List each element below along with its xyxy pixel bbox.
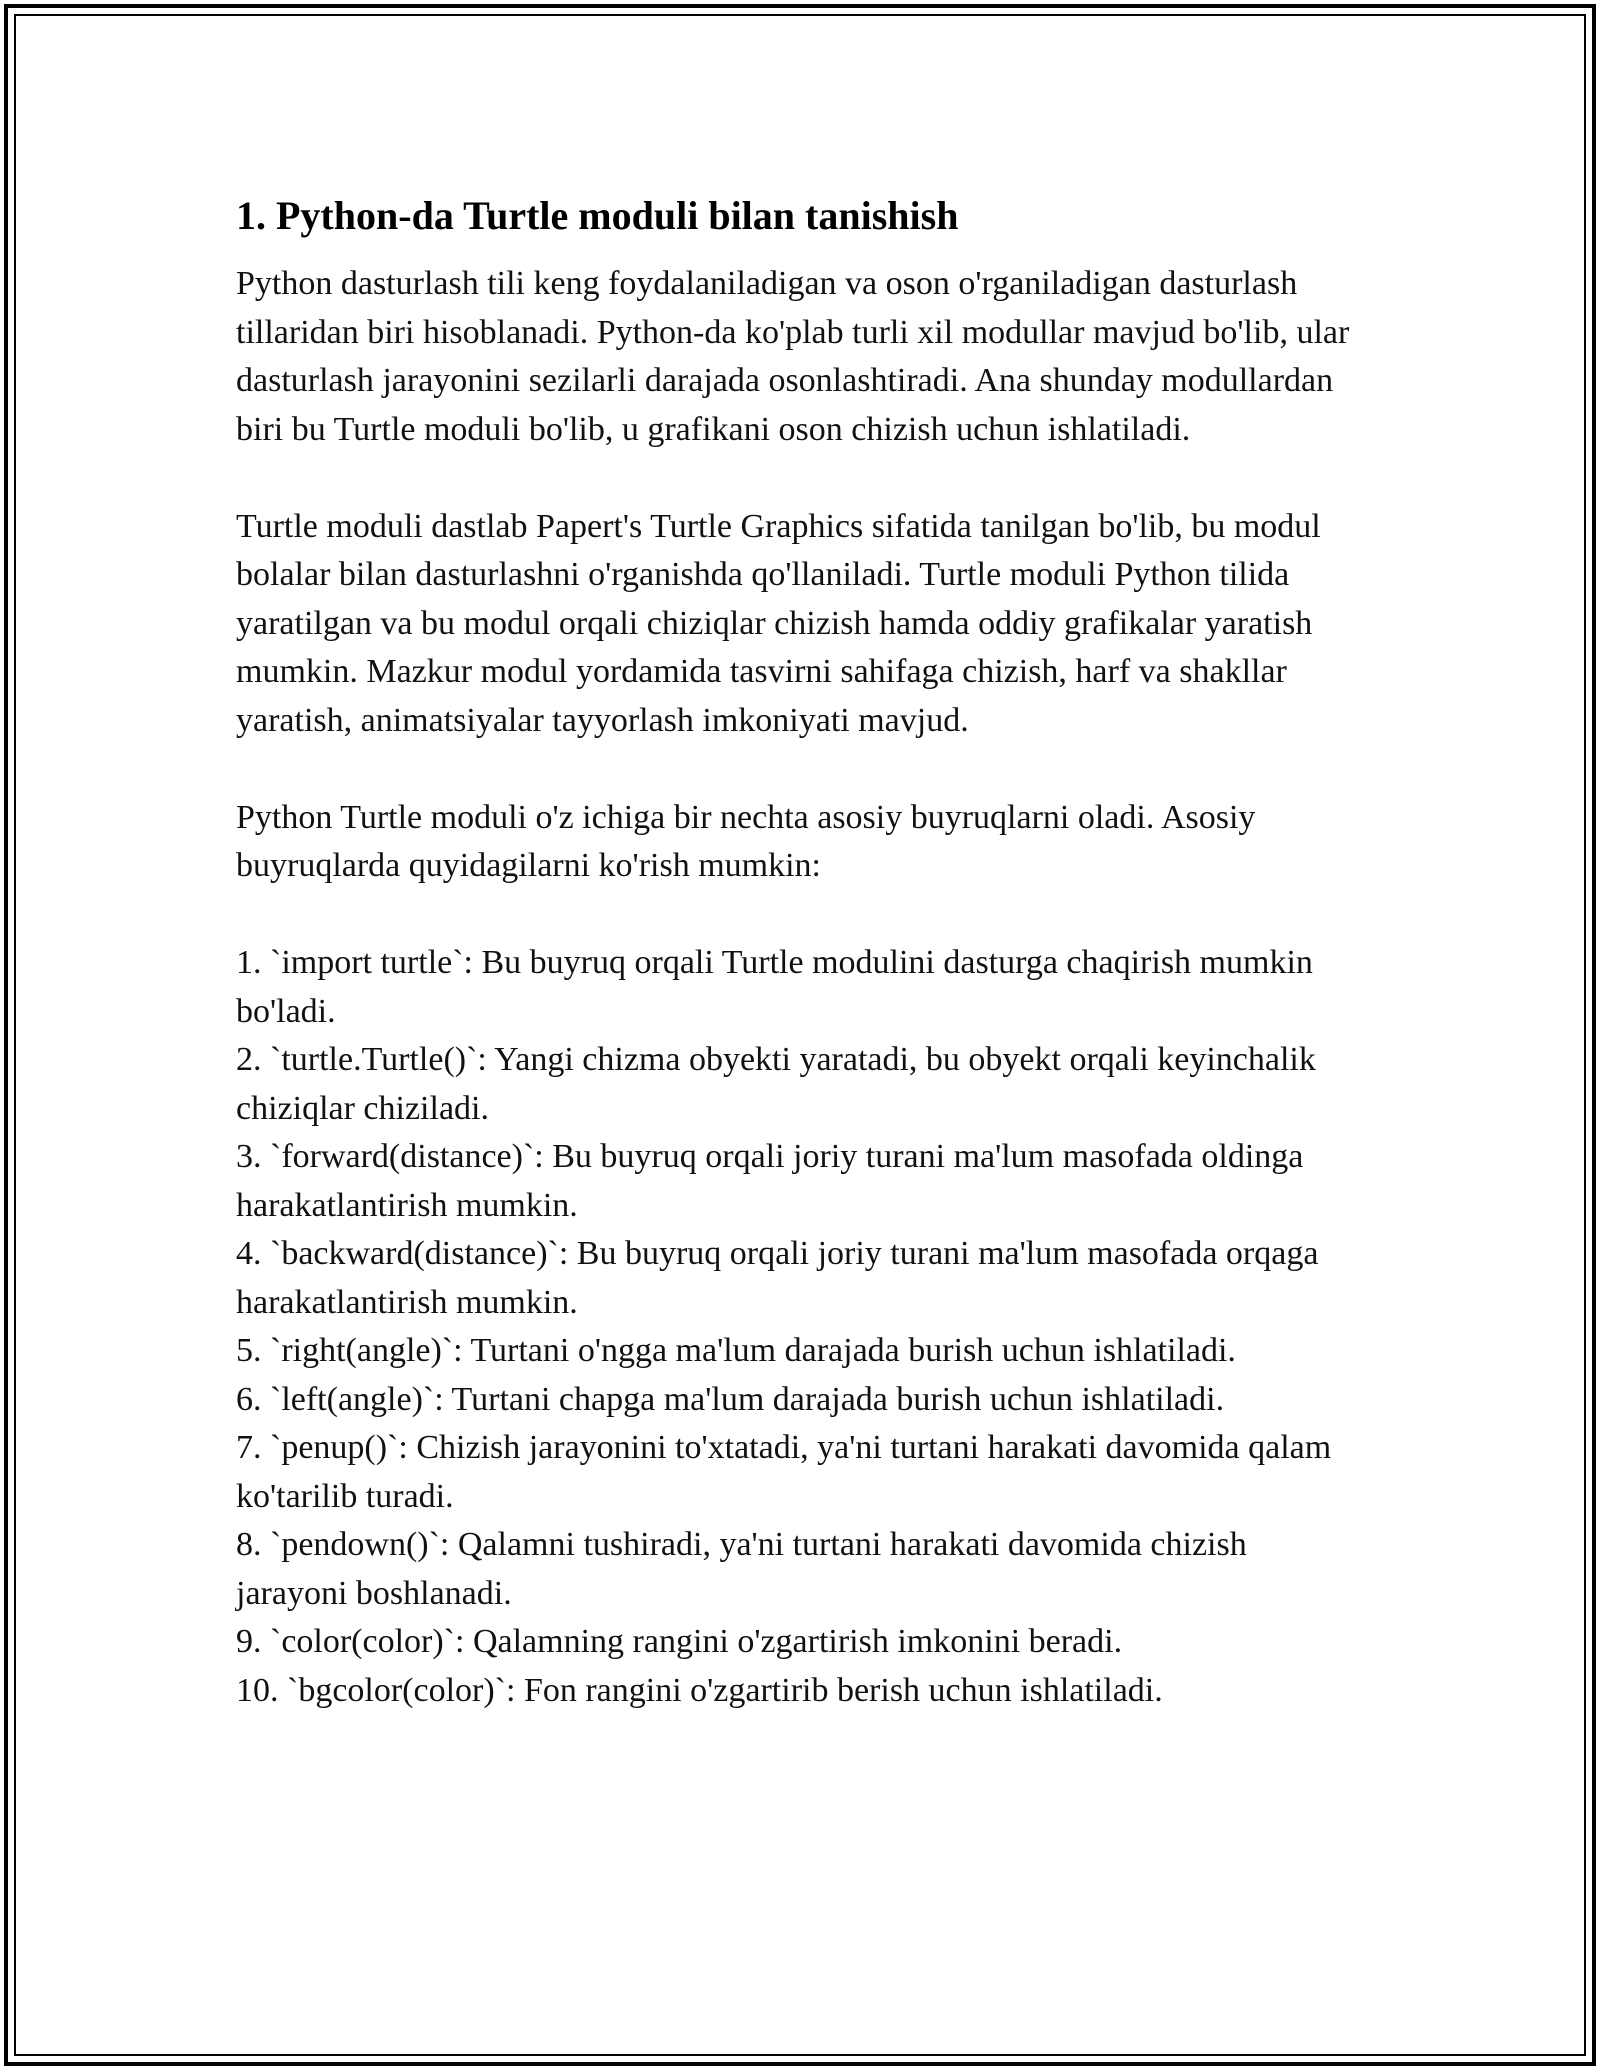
paragraph-spacer — [236, 891, 1366, 940]
history-paragraph: Turtle moduli dastlab Papert's Turtle Graphics sifatida tanilgan bo'lib, bu modul bolalar bilan dasturlashni o'rganishda qo'llaniladi. Turtle moduli Python tilida yaratilgan va bu modul orqali chiziqlar chizish hamda oddiy grafikalar yaratish mumkin. Mazkur modul yordamida tasvirni sahifaga chizish, harf va shakllar yaratish, animatsiyalar tayyorlash imkoniyati mavjud. — [236, 507, 1321, 739]
list-item: 10. `bgcolor(color)`: Fon rangini o'zgartirib berish uchun ishlatiladi. — [236, 1671, 1163, 1709]
commands-intro-paragraph: Python Turtle moduli o'z ichiga bir nechta asosiy buyruqlarni oladi. Asosiy buyruqlarda quyidagilarni ko'rish mumkin: — [236, 798, 1256, 884]
command-list — [236, 939, 1366, 1715]
paragraph-spacer — [236, 454, 1366, 503]
list-item: 9. `color(color)`: Qalamning rangini o'zgartirish imkonini beradi. — [236, 1623, 1123, 1660]
list-item: 7. `penup()`: Chizish jarayonini to'xtatadi, ya'ni turtani harakati davomida qalam ko'tarilib turadi. — [236, 1429, 1332, 1515]
list-item: 2. `turtle.Turtle()`: Yangi chizma obyekti yaratadi, bu obyekt orqali keyinchalik chiziqlar chiziladi. — [236, 1041, 1316, 1127]
list-item: 6. `left(angle)`: Turtani chapga ma'lum darajada burish uchun ishlatiladi. — [236, 1380, 1225, 1418]
list-item: 3. `forward(distance)`: Bu buyruq orqali joriy turani ma'lum masofada oldinga harakatlantirish mumkin. — [236, 1138, 1304, 1224]
document-body — [236, 188, 1366, 1715]
paragraph-spacer — [236, 745, 1366, 794]
list-item: 4. `backward(distance)`: Bu buyruq orqali joriy turani ma'lum masofada orqaga harakatlantirish mumkin. — [236, 1235, 1319, 1321]
list-item: 1. `import turtle`: Bu buyruq orqali Turtle modulini dasturga chaqirish mumkin bo'ladi. — [236, 944, 1313, 1030]
list-item: 5. `right(angle)`: Turtani o'ngga ma'lum darajada burish uchun ishlatiladi. — [236, 1332, 1236, 1369]
list-item: 8. `pendown()`: Qalamni tushiradi, ya'ni turtani harakati davomida chizish jarayoni boshlanadi. — [236, 1526, 1247, 1612]
intro-paragraph: Python dasturlash tili keng foydalaniladigan va oson o'rganiladigan dasturlash tillaridan biri hisoblanadi. Python-da ko'plab turli xil modullar mavjud bo'lib, ular dasturlash jarayonini sezilarli darajada osonlashtiradi. Ana shunday modullardan biri bu Turtle moduli bo'lib, u grafikani oson chizish uchun ishlatiladi. — [236, 265, 1350, 448]
document-title: 1. Python-da Turtle moduli bilan tanishish — [236, 193, 959, 238]
